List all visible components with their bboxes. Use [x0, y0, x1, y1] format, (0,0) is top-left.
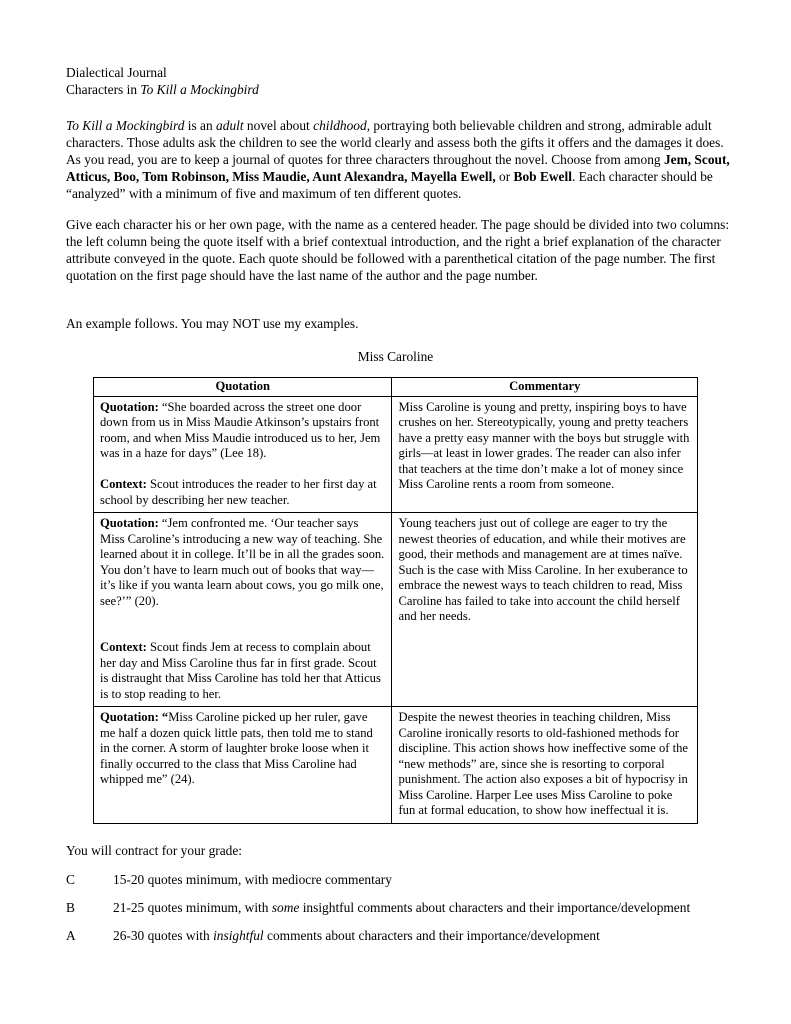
header-quotation: Quotation: [94, 378, 392, 397]
grade-letter: C: [66, 872, 75, 887]
table-row: [94, 513, 698, 707]
grade-intro: You will contract for your grade:: [66, 843, 243, 858]
grade-contract-section: [66, 842, 746, 955]
commentary-cell: Miss Caroline is young and pretty, inspiring boys to have crushes on her. Stereotypically, young and pretty teachers have a pretty easy manner with the boys but struggle with girls—at least in lower grades. The reader can also infer that teachers at the time don’t make a lot of money since Miss Caroline rents a room from someone.: [392, 396, 698, 513]
heading-subtitle: Characters in To Kill a Mockingbird: [66, 82, 259, 97]
heading-title: Dialectical Journal: [66, 65, 167, 80]
book-title: To Kill a Mockingbird: [66, 118, 185, 133]
quotation-cell: Quotation: “Jem confronted me. ‘Our teacher says Miss Caroline’s introducing a new way of teaching. She learned about it in college. It’ll be in all the grades soon. You don’t have to learn much out of books that way—it’s like if you wanta learn about cows, you go milk one, see?’” (20). Context: Scout finds Jem at recess to complain about her day and Miss Caroline thus far in first grade. Scout is distraught that Miss Caroline has told her that Atticus is to stop reading to her.: [94, 513, 392, 707]
grade-row: [66, 871, 746, 888]
table-row: [94, 396, 698, 513]
grade-letter: A: [66, 928, 76, 943]
header-commentary: Commentary: [392, 378, 698, 397]
grade-row: [66, 927, 746, 944]
grade-description: 15-20 quotes minimum, with mediocre commentary: [113, 872, 392, 887]
quotation-cell: Quotation: “She boarded across the street one door down from us in Miss Maudie Atkinson’s upstairs front room, and when Miss Maudie introduced us to her, Jem was in a haze for days” (Lee 18). Context: Scout introduces the reader to her first day at school by describing her new teacher.: [94, 396, 392, 513]
grade-description: 21-25 quotes minimum, with some insightful comments about characters and their importance/development: [113, 900, 691, 915]
grade-row: [66, 899, 746, 916]
commentary-cell: Despite the newest theories in teaching children, Miss Caroline ironically resorts to old-fashioned methods for discipline. This action shows how ineffective some of the “new methods” are, since she is resorting to corporal punishment. The action also exposes a bit of hypocrisy in Miss Caroline. Harper Lee uses Miss Caroline to poke fun at formal education, to show how ineffectual it is.: [392, 707, 698, 824]
grade-description: 26-30 quotes with insightful comments about characters and their importance/development: [113, 928, 600, 943]
commentary-cell: Young teachers just out of college are eager to try the newest theories of education, and while their motives are good, their methods and management are at times naïve. Such is the case with Miss Caroline. In her exuberance to embrace the newest ways to teach children to read, Miss Caroline has failed to take into account the child herself and her needs.: [392, 513, 698, 707]
document-heading: [66, 64, 726, 98]
table-header-row: [94, 378, 698, 397]
journal-table: [93, 377, 698, 824]
quotation-cell: Quotation: “Miss Caroline picked up her ruler, gave me half a dozen quick little pats, then told me to stand in the corner. A storm of laughter broke loose when it finally occurred to the class that Miss Caroline had whipped me” (24).: [94, 707, 392, 824]
intro-paragraph: To Kill a Mockingbird is an adult novel about childhood, portraying both believable children and strong, admirable adult characters. Those adults ask the children to see the world clearly and assess both the gifts it offers and the damages it does. As you read, you are to keep a journal of quotes for three characters throughout the novel. Choose from among Jem, Scout, Atticus, Boo, Tom Robinson, Miss Maudie, Aunt Alexandra, Mayella Ewell, or Bob Ewell. Each character should be “analyzed” with a minimum of five and maximum of ten different quotes.: [66, 118, 730, 201]
character-list: Jem, Scout, Atticus, Boo, Tom Robinson, Miss Maudie, Aunt Alexandra, Mayella Ewell,: [66, 152, 730, 184]
table-title: Miss Caroline: [357, 349, 434, 364]
example-note: An example follows. You may NOT use my examples.: [66, 316, 359, 331]
grade-letter: B: [66, 900, 75, 915]
instructions-paragraph: Give each character his or her own page, with the name as a centered header. The page should be divided into two columns: the left column being the quote itself with a brief contextual introduction, and the right a brief explanation of the character attribute conveyed in the quote. Each quote should be followed with a parenthetical citation of the page number. The first quotation on the first page should have the last name of the author and the page number.: [66, 217, 730, 283]
table-row: [94, 707, 698, 824]
